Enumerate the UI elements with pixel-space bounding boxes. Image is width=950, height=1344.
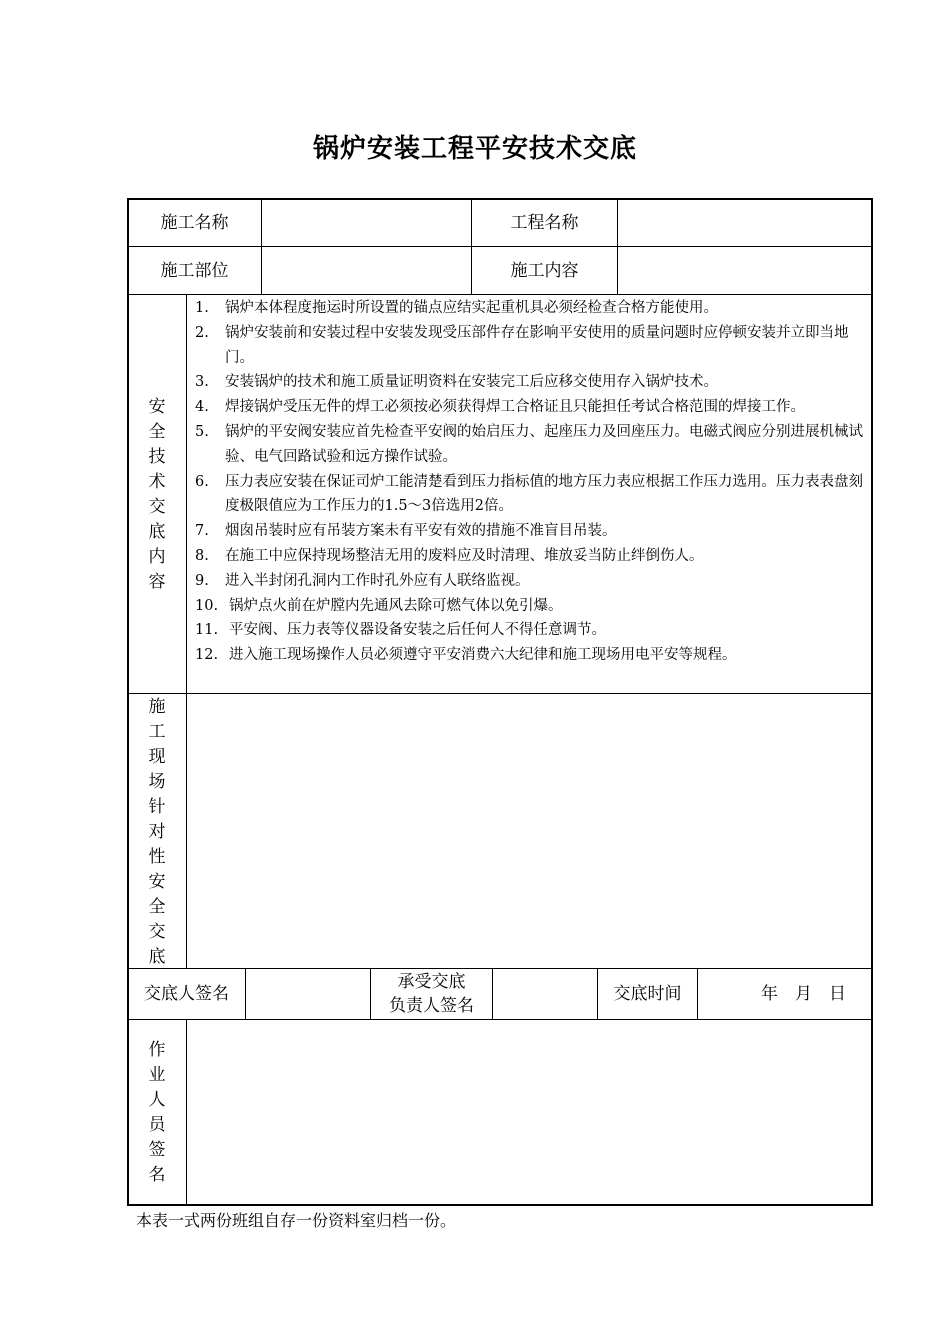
receiver-signature-field[interactable] [493, 969, 597, 1019]
construction-name-field[interactable] [262, 199, 471, 246]
project-name-label: 工程名称 [510, 212, 579, 233]
item-number: 12. [195, 647, 219, 664]
item-text: 平安阀、压力表等仪器设备安装之后任何人不得任意调节。 [229, 622, 606, 639]
label-char: 施 [148, 697, 166, 717]
item-number: 6. [195, 473, 209, 490]
item-text: 锅炉本体程度拖运时所设置的锚点应结实起重机具必须经检查合格方能使用。 [225, 300, 718, 316]
label-char: 现 [148, 747, 166, 767]
item-text: 安装锅炉的技术和施工质量证明资料在安装完工后应移交使用存入锅炉技术。 [225, 374, 718, 391]
label-char: 性 [148, 847, 166, 867]
site-safety-label [128, 695, 186, 970]
page-title: 锅炉安装工程平安技术交底 [312, 134, 637, 164]
item-text: 压力表应安装在保证司炉工能清楚看到压力指标值的地方压力表应根据工作压力选用。压力表表盘刻度极限值应为工作压力的1.5～3倍选用2倍。 [225, 473, 863, 515]
list-item [193, 420, 868, 470]
item-number: 2. [195, 324, 209, 341]
item-text: 在施工中应保持现场整洁无用的废料应及时清理、堆放妥当防止绊倒伤人。 [225, 547, 704, 564]
construction-part-field[interactable] [262, 247, 471, 294]
item-number: 5. [195, 423, 209, 440]
list-item [193, 296, 868, 321]
label-char: 人 [148, 1090, 166, 1110]
construction-content-field[interactable] [618, 247, 872, 294]
label-char: 针 [148, 797, 166, 817]
label-char: 交 [148, 497, 166, 517]
label-char: 内 [148, 547, 166, 567]
label-char: 作 [148, 1040, 166, 1060]
item-number: 1. [195, 300, 209, 316]
list-item [193, 544, 868, 569]
item-text: 锅炉点火前在炉膛内先通风去除可燃气体以免引爆。 [229, 597, 563, 614]
label-char: 安 [148, 397, 166, 417]
worker-signature-field[interactable] [187, 1020, 872, 1205]
item-number: 3. [195, 374, 209, 391]
item-number: 9. [195, 572, 209, 589]
label-char: 全 [148, 422, 166, 442]
item-text: 焊接锅炉受压无件的焊工必须按必须获得焊工合格证且只能担任考试合格范围的焊接工作。 [225, 399, 805, 416]
row-divider [128, 693, 872, 694]
date-value: 年 月 日 [761, 984, 846, 1004]
label-char: 对 [148, 822, 166, 842]
list-item [193, 594, 868, 619]
item-text: 锅炉的平安阀安装应首先检查平安阀的始启压力、起座压力及回座压力。电磁式阀应分别进展机械试验、电气回路试验和远方操作试验。 [225, 423, 863, 465]
briefing-time-label: 交底时间 [613, 984, 682, 1004]
safety-items-list [193, 296, 868, 668]
label-char: 业 [148, 1065, 166, 1085]
briefing-date-field[interactable] [698, 969, 872, 1019]
list-item [193, 370, 868, 395]
list-item [193, 519, 868, 544]
construction-content-label: 施工内容 [510, 260, 579, 281]
list-item [193, 643, 868, 668]
item-number: 4. [195, 399, 209, 416]
list-item [193, 395, 868, 420]
item-text: 进入施工现场操作人员必须遵守平安消费六大纪律和施工现场用电平安等规程。 [229, 647, 737, 664]
list-item [193, 569, 868, 594]
label-char: 底 [148, 947, 166, 967]
site-safety-field[interactable] [187, 695, 872, 968]
briefer-signature-field[interactable] [246, 969, 370, 1019]
list-item [193, 618, 868, 643]
label-char: 术 [148, 472, 166, 492]
receiver-label-line: 承受交底 [397, 972, 466, 992]
item-number: 7. [195, 523, 209, 540]
label-char: 容 [148, 572, 166, 592]
label-char: 签 [148, 1140, 166, 1160]
item-number: 10. [195, 597, 219, 614]
label-char: 场 [148, 772, 166, 792]
label-char: 工 [148, 722, 166, 742]
item-text: 烟囱吊装时应有吊装方案未有平安有效的措施不准盲目吊装。 [225, 523, 617, 540]
worker-signature-label [128, 1038, 186, 1188]
label-char: 名 [148, 1165, 166, 1185]
construction-name-label: 施工名称 [160, 212, 229, 233]
list-item [193, 470, 868, 520]
row-divider [128, 294, 872, 295]
label-char: 安 [148, 872, 166, 892]
item-number: 8. [195, 547, 209, 564]
label-char: 技 [148, 447, 166, 467]
item-text: 锅炉安装前和安装过程中安装发现受压部件存在影响平安使用的质量问题时应停顿安装并立即当地门。 [225, 324, 849, 366]
item-number: 11. [195, 622, 219, 639]
list-item [193, 321, 868, 371]
safety-content-label [128, 395, 186, 595]
project-name-field[interactable] [618, 199, 872, 246]
label-char: 底 [148, 522, 166, 542]
construction-part-label: 施工部位 [160, 260, 229, 281]
footer-note: 本表一式两份班组自存一份资料室归档一份。 [136, 1211, 457, 1230]
label-char: 全 [148, 897, 166, 917]
briefer-signature-label: 交底人签名 [144, 984, 229, 1004]
receiver-signature-label [371, 969, 492, 1019]
receiver-label-line: 负责人签名 [389, 996, 474, 1016]
label-char: 交 [148, 922, 166, 942]
label-char: 员 [148, 1115, 166, 1135]
item-text: 进入半封闭孔洞内工作时孔外应有人联络监视。 [225, 572, 530, 589]
